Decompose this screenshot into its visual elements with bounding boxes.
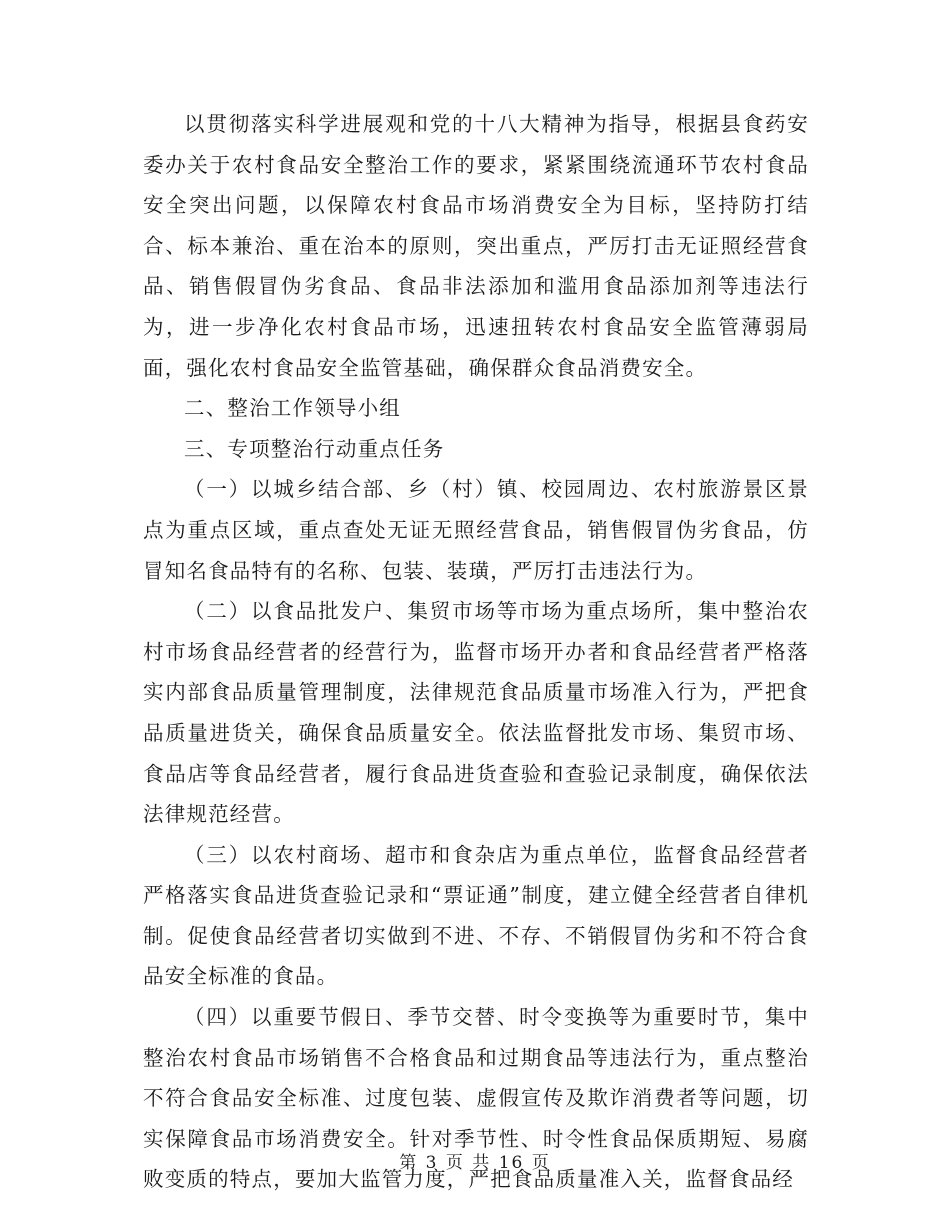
paragraph-task-four: （四）以重要节假日、季节交替、时令变换等为重要时节，集中整治农村食品市场销售不合格食品和过期食品等违法行为，重点整治不符合食品安全标准、过度包装、虚假宣传及欺诈消费者等问题，切实保障食品市场消费安全。针对季节性、时令性食品保质期短、易腐败变质的特点，要加大监管力度，严把食品质量准入关，监督食品经 [143, 1005, 809, 1192]
paragraph-task-one: （一）以城乡结合部、乡（村）镇、校园周边、农村旅游景区景点为重点区域，重点查处无证无照经营食品，销售假冒伪劣食品，仿冒知名食品特有的名称、包装、装璜，严厉打击违法行为。 [143, 477, 809, 583]
paragraph-task-three: （三）以农村商场、超市和食杂店为重点单位，监督食品经营者严格落实食品进货查验记录和“票证通”制度，建立健全经营者自律机制。促使食品经营者切实做到不进、不存、不销假冒伪劣和不符合食品安全标准的食品。 [143, 842, 809, 989]
paragraph-guiding-principle: 以贯彻落实科学进展观和党的十八大精神为指导，根据县食药安委办关于农村食品安全整治工作的要求，紧紧围绕流通环节农村食品安全突出问题，以保障农村食品市场消费安全为目标，坚持防打结合、标本兼治、重在治本的原则，突出重点，严厉打击无证照经营食品、销售假冒伪劣食品、食品非法添加和滥用食品添加剂等违法行为，进一步净化农村食品市场，迅速扭转农村食品安全监管薄弱局面，强化农村食品安全监管基础，确保群众食品消费安全。 [143, 112, 809, 380]
paragraph-task-two: （二）以食品批发户、集贸市场等市场为重点场所，集中整治农村市场食品经营者的经营行为，监督市场开办者和食品经营者严格落实内部食品质量管理制度，法律规范食品质量市场准入行为，严把食品质量进货关，确保食品质量安全。依法监督批发市场、集贸市场、食品店等食品经营者，履行食品进货查验和查验记录制度，确保依法法律规范经营。 [143, 599, 809, 827]
document-body [143, 104, 809, 1200]
page-number-footer: 第 3 页 共 16 页 [399, 1153, 551, 1173]
section-heading-key-tasks: 三、专项整治行动重点任务 [184, 436, 445, 461]
section-heading-leading-group: 二、整治工作领导小组 [184, 396, 401, 421]
